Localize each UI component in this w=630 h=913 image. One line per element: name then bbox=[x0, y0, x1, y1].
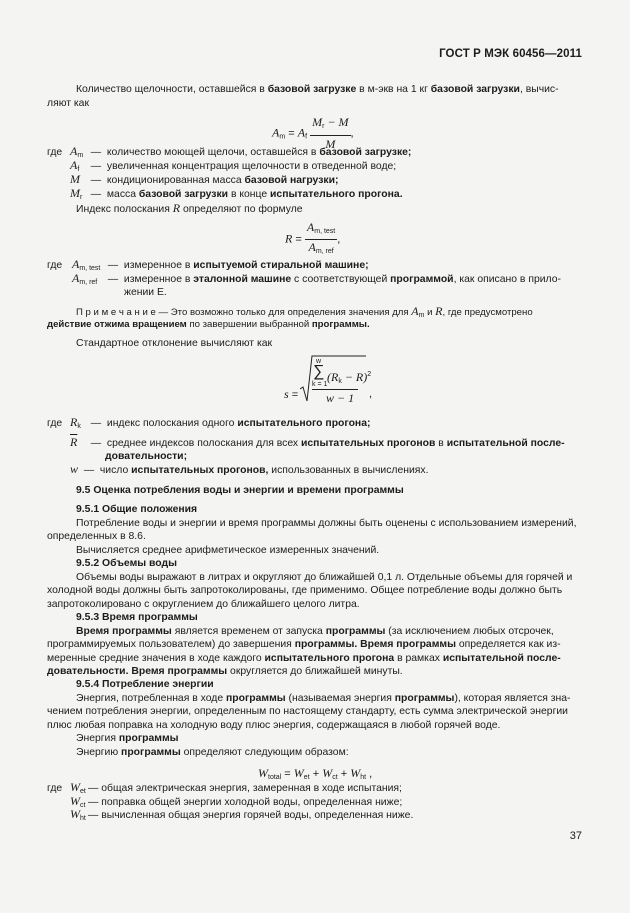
formula-am-fraction: $\frac{M_r - M}{M}$ bbox=[312, 115, 349, 151]
section-9-5-3-text: Время программы является временем от запуска программы (за исключением любых отсрочек, bbox=[76, 626, 554, 637]
fraction-line bbox=[312, 389, 358, 390]
section-9-5-2-text-2: холодной воды должны быть запротоколированы, где применимо. Общее потребление воды должно быть bbox=[47, 585, 563, 596]
section-9-5-2-text: Объемы воды выражают в литрах и округляют до ближайшей 0,1 л. Отдельные объемы для горячей и bbox=[76, 572, 573, 583]
paragraph-alkalinity: Количество щелочности, оставшейся в базовой загрузке в м-экв на 1 кг базовой загрузки, вычис- bbox=[76, 84, 559, 95]
section-9-5-4-text-3: плюс любая поправка на холодную воду плюс энергия, содержащаяся в любой горячей воде. bbox=[47, 720, 501, 731]
section-9-5-3-text-4: довательности. Время программы округляется до ближайшей минуты. bbox=[47, 666, 403, 677]
section-9-5-4-text: Энергия, потребленная в ходе программы (называемая энергия программы), которая является зна- bbox=[76, 693, 571, 704]
paragraph-alkalinity-cont: ляют как bbox=[47, 98, 89, 109]
formula-r: R = $\frac{A_{m, test}}{A_{m, ref}}$ , bbox=[285, 220, 340, 259]
section-9-5-3-title: 9.5.3 Время программы bbox=[76, 612, 198, 623]
section-9-5-1-text-3: Вычисляется среднее арифметическое измеренных значений. bbox=[76, 545, 380, 556]
section-9-5-2-text-3: запротоколировано с округлением до ближайшего целого литра. bbox=[47, 599, 360, 610]
section-9-5-3-text-3: меренные средние значения в ходе каждого испытательного прогона в рамках испытательной после- bbox=[47, 653, 561, 664]
paragraph-std-dev: Стандартное отклонение вычисляют как bbox=[76, 338, 273, 349]
formula-r-fraction: $\frac{A_{m, test}}{A_{m, ref}}$ bbox=[306, 220, 336, 255]
standard-code-header: ГОСТ Р МЭК 60456—2011 bbox=[439, 48, 582, 60]
paragraph-rinse-index: Индекс полоскания R определяют по формуле bbox=[76, 201, 303, 215]
section-9-5-title: 9.5 Оценка потребления воды и энергии и времени программы bbox=[76, 485, 404, 496]
note: П р и м е ч а н и е — Это возможно только для определения значения для $A_m$ и R, где предусмотрено bbox=[76, 304, 533, 319]
section-9-5-1-title: 9.5.1 Общие положения bbox=[76, 504, 198, 515]
formula-am: $A_m = A_f$ $\frac{M_r - M}{M}$ , bbox=[272, 115, 354, 151]
section-9-5-3-text-2: программируемых пользователем) до завершения программы. Время программы определяется как из- bbox=[47, 639, 561, 650]
section-9-5-4-title: 9.5.4 Потребление энергии bbox=[76, 679, 214, 690]
section-9-5-1-text: Потребление воды и энергии и время программы должны быть оценены с использованием измерений, bbox=[76, 518, 577, 529]
section-9-5-4-text-4: Энергия программы bbox=[76, 733, 179, 744]
section-9-5-2-title: 9.5.2 Объемы воды bbox=[76, 558, 177, 569]
formula-wtotal: $W_{total} = W_{et} + W_{ct} + W_{ht}$ , bbox=[258, 766, 373, 781]
section-9-5-4-text-2: чением потребления энергии, определенным по настоящему стандарту, есть сумма электрической энергии bbox=[47, 706, 568, 717]
page-number: 37 bbox=[569, 830, 582, 842]
note-cont: действие отжима вращением по завершении выбранной программы. bbox=[47, 319, 370, 330]
document-page: ГОСТ Р МЭК 60456—2011 Количество щелочности, оставшейся в базовой загрузке в м-экв на 1 кг базовой загрузки, вычис- ляют как $A_m = A_f$ $\frac{M_r - M}{M}$ , где $A_m$ — количество моющей щелочи, оставшейся в базовой загрузке; $A_f$ — увеличенная концентрация щелочности в отведенной воде; M — кондиционированная масса базовой нагрузки; $M_r$ — масса базовой загрузки в конце испытательного прогона. Индекс полоскания R определяют по формуле R = $\frac{A_{m, test}}{A_{m, ref}}$ , где $A_{m, test}$ — измеренное в испытуемой стиральной машине; $A_{m, ref}$ — измеренное в эталонной машине с соответствующей программой, как описано в прило- жении Е. П р и м е ч а н и е — Это возможно только для определения значения для $A_m$ и R, где предусмотрено действие отжима вращением по завершении выбранной программы. Стандартное отклонение вычисляют как s = w ∑ k = 1 $(R_k - R)^2$ w − 1 , где $R_k$ — индекс полоскания одного испытательного прогона; $\overline{R}$ — среднее индексов полоскания для всех испытательных прогонов в испытательной после- довательности; w — число испытательных прогонов, использованных в вычислениях. 9.5 Оценка потребления воды и энергии и времени программы 9.5.1 Общие положения Потребление воды и энергии и время программы должны быть оценены с использованием измерений, определенных в 8.6. Вычисляется среднее арифметическое измеренных значений. 9.5.2 Объемы воды Объемы воды выражают в литрах и округляют до ближайшей 0,1 л. Отдельные объемы для горячей и холодной воды должны быть запротоколированы, где применимо. Общее потребление воды должно быть запротоколировано с округлением до ближайшего целого литра. 9.5.3 Время программы Время программы является временем от запуска программы (за исключением любых отсрочек, программируемых пользователем) до завершения программы. Время программы определяется как из- меренные средние значения в ходе каждого испытательного прогона в рамках испытательной после- довательности. Время программы округляется до ближайшей минуты. 9.5.4 Потребление энергии Энергия, потребленная в ходе программы (называемая энергия программы), которая является зна- чением потребления энергии, определенным по настоящему стандарту, есть сумма электрической энергии плюс любая поправка на холодную воду плюс энергия, содержащаяся в любой горячей воде. Энергия программы Энергию программы определяют следующим образом: $W_{total} = W_{et} + W_{ct} + W_{ht}$ , где $W_{et}$ — общая электрическая энергия, замеренная в ходе испытания; $W_{ct}$ — поправка общей энергии холодной воды, определенная ниже; $W_{ht}$ — вычисленная общая энергия горячей воды, определенная ниже. 37 bbox=[47, 48, 582, 842]
section-9-5-1-text-2: определенных в 8.6. bbox=[47, 531, 146, 542]
section-9-5-4-text-5: Энергию программы определяют следующим образом: bbox=[76, 747, 349, 758]
